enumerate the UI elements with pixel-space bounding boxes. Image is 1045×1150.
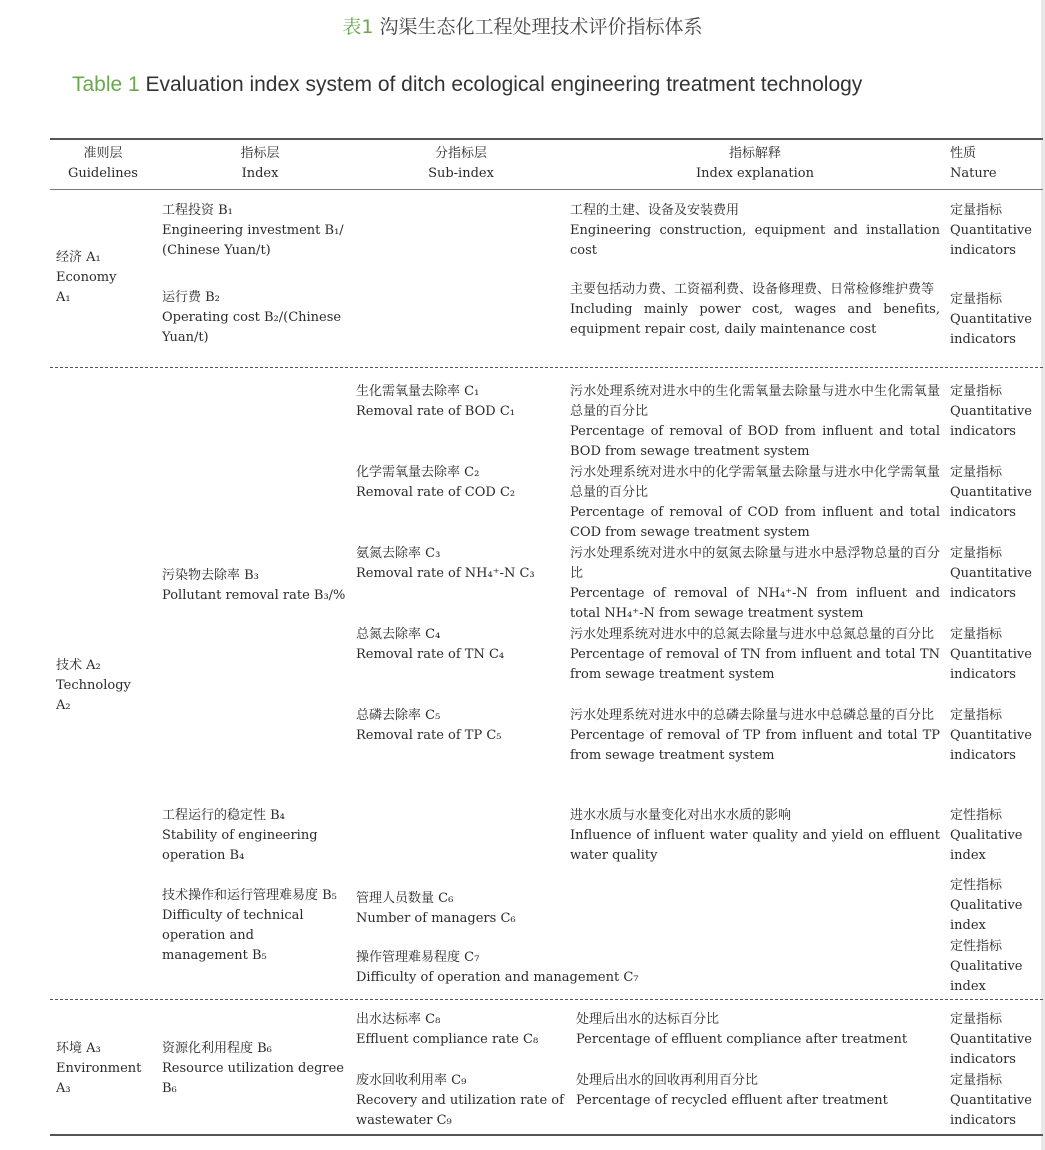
index-engineering-investment: 工程投资 B₁ Engineering investment B₁/ (Chinese Yuan/t) (162, 203, 344, 258)
explanation-cod: 污水处理系统对进水中的化学需氧量去除量与进水中化学需氧量总量的百分比 Percentage of removal of COD from influent and total COD from sewage treatment system (570, 465, 940, 540)
index-operating-cost: 运行费 B₂ Operating cost B₂/(Chinese Yuan/t) (162, 290, 342, 345)
index-operation-stability: 工程运行的稳定性 B₄ Stability of engineering operation B₄ (162, 808, 318, 863)
guideline-economy: 经济 A₁ Economy A₁ (56, 250, 117, 305)
explanation-effluent-compliance: 处理后出水的达标百分比 Percentage of effluent compliance after treatment (576, 1012, 908, 1047)
table-title-zh-text: 沟渠生态化工程处理技术评价指标体系 (373, 16, 703, 38)
subindex-managers: 管理人员数量 C₆ Number of managers C₆ (356, 891, 516, 926)
explanation-operation-stability: 进水水质与水量变化对出水水质的影响 Influence of influent water quality and yield on effluent water quality (570, 808, 940, 863)
subindex-operation-difficulty: 操作管理难易程度 C₇ Difficulty of operation and management C₇ (356, 950, 639, 985)
header-nature: 性质 Nature (950, 146, 997, 181)
table-title-zh (0, 12, 1045, 39)
explanation-ammonia-nitrogen: 污水处理系统对进水中的氨氮去除量与进水中悬浮物总量的百分比 Percentage of removal of NH₄⁺-N from influent and total NH₄⁺-N from sewage treatment system (570, 546, 940, 621)
nature-operating-cost: 定量指标 Quantitative indicators (950, 292, 1032, 347)
nature-total-phosphorus: 定量指标 Quantitative indicators (950, 708, 1032, 763)
subindex-total-phosphorus: 总磷去除率 C₅ Removal rate of TP C₅ (356, 708, 502, 743)
header-guidelines: 准则层 Guidelines (68, 146, 138, 181)
nature-operation-difficulty: 定性指标 Qualitative index (950, 939, 1023, 994)
nature-cod: 定量指标 Quantitative indicators (950, 465, 1032, 520)
header-subindex: 分指标层 Sub-index (428, 146, 494, 181)
explanation-engineering-investment: 工程的土建、设备及安装费用 Engineering construction, equipment and installation cost (570, 203, 940, 258)
nature-bod: 定量指标 Quantitative indicators (950, 384, 1032, 439)
subindex-wastewater-recovery: 废水回收利用率 C₉ Recovery and utilization rate of wastewater C₉ (356, 1073, 564, 1128)
subindex-total-nitrogen: 总氮去除率 C₄ Removal rate of TN C₄ (356, 627, 505, 662)
subindex-cod: 化学需氧量去除率 C₂ Removal rate of COD C₂ (356, 465, 516, 500)
section-divider (50, 367, 1043, 368)
index-management-difficulty: 技术操作和运行管理难易度 B₅ Difficulty of technical operation and management B₅ (162, 888, 337, 963)
nature-ammonia-nitrogen: 定量指标 Quantitative indicators (950, 546, 1032, 601)
table-label-en: Table 1 (72, 73, 140, 96)
explanation-operating-cost: 主要包括动力费、工资福利费、设备修理费、日常检修维护费等 Including mainly power cost, wages and benefits, equipment repair cost, daily maintenance cost (570, 282, 940, 337)
explanation-total-nitrogen: 污水处理系统对进水中的总氮去除量与进水中总氮总量的百分比 Percentage of removal of TN from influent and total TN from sewage treatment system (570, 627, 940, 682)
header-index: 指标层 Index (240, 146, 280, 181)
header-rule (50, 189, 1043, 190)
index-pollutant-removal: 污染物去除率 B₃ Pollutant removal rate B₃/% (162, 568, 346, 603)
guideline-technology: 技术 A₂ Technology A₂ (56, 658, 131, 713)
section-divider (50, 999, 1043, 1000)
nature-managers: 定性指标 Qualitative index (950, 878, 1023, 933)
table-label-zh: 表1 (342, 16, 374, 38)
explanation-bod: 污水处理系统对进水中的生化需氧量去除量与进水中生化需氧量总量的百分比 Percentage of removal of BOD from influent and total BOD from sewage treatment system (570, 384, 940, 459)
subindex-ammonia-nitrogen: 氨氮去除率 C₃ Removal rate of NH₄⁺-N C₃ (356, 546, 535, 581)
guideline-environment: 环境 A₃ Environment A₃ (56, 1041, 142, 1096)
header-explanation: 指标解释 Index explanation (696, 146, 814, 181)
explanation-wastewater-recovery: 处理后出水的回收再利用百分比 Percentage of recycled effluent after treatment (576, 1073, 888, 1108)
subindex-effluent-compliance: 出水达标率 C₈ Effluent compliance rate C₈ (356, 1012, 539, 1047)
subindex-bod: 生化需氧量去除率 C₁ Removal rate of BOD C₁ (356, 384, 515, 419)
nature-wastewater-recovery: 定量指标 Quantitative indicators (950, 1073, 1032, 1128)
explanation-total-phosphorus: 污水处理系统对进水中的总磷去除量与进水中总磷总量的百分比 Percentage of removal of TP from influent and total TP from sewage treatment system (570, 708, 940, 763)
nature-effluent-compliance: 定量指标 Quantitative indicators (950, 1012, 1032, 1067)
nature-engineering-investment: 定量指标 Quantitative indicators (950, 203, 1032, 258)
nature-operation-stability: 定性指标 Qualitative index (950, 808, 1023, 863)
table-title-en-text: Evaluation index system of ditch ecological engineering treatment technology (139, 73, 863, 96)
table-bottom-rule (50, 1134, 1043, 1136)
nature-total-nitrogen: 定量指标 Quantitative indicators (950, 627, 1032, 682)
table-title-en (72, 73, 862, 97)
index-resource-utilization: 资源化利用程度 B₆ Resource utilization degree B₆ (162, 1041, 344, 1096)
table-top-rule (50, 138, 1043, 140)
